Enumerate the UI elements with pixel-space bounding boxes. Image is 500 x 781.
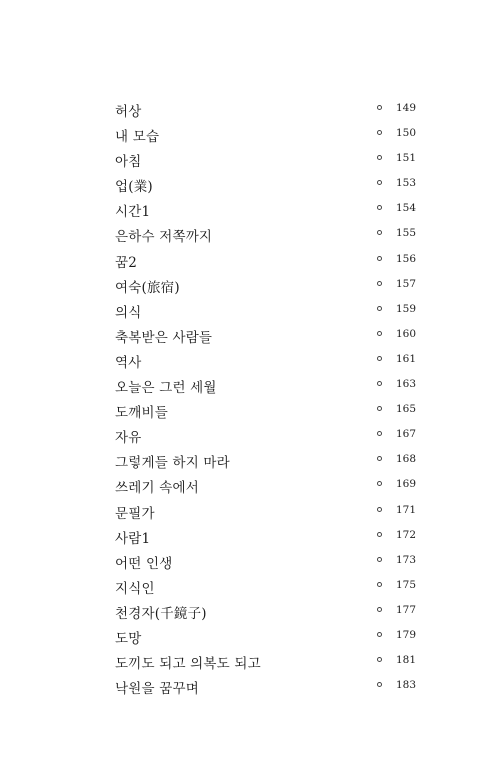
toc-entry-title: 지식인 bbox=[115, 580, 155, 597]
toc-entry-page-number: 177 bbox=[396, 603, 417, 616]
toc-entry bbox=[0, 198, 500, 223]
toc-entry bbox=[0, 625, 500, 650]
toc-entry-page-number: 163 bbox=[396, 378, 417, 391]
toc-entry-page-number: 156 bbox=[396, 252, 417, 265]
bullet-circle-icon bbox=[377, 256, 382, 261]
toc-entry bbox=[0, 274, 500, 299]
toc-entry-page-number: 153 bbox=[396, 177, 417, 190]
toc-entry-page-number: 181 bbox=[396, 654, 417, 667]
toc-entry-page-number: 183 bbox=[396, 679, 417, 692]
toc-entry bbox=[0, 424, 500, 449]
toc-entry-title: 꿈2 bbox=[115, 254, 138, 271]
bullet-circle-icon bbox=[377, 155, 382, 160]
toc-entry-title: 은하수 저쪽까지 bbox=[115, 229, 213, 246]
toc-entry bbox=[0, 249, 500, 274]
toc-entry-title: 도망 bbox=[115, 630, 142, 647]
bullet-circle-icon bbox=[377, 632, 382, 637]
toc-entry-page-number: 179 bbox=[396, 628, 417, 641]
bullet-circle-icon bbox=[377, 281, 382, 286]
bullet-circle-icon bbox=[377, 532, 382, 537]
bullet-circle-icon bbox=[377, 582, 382, 587]
table-of-contents bbox=[0, 98, 500, 700]
toc-entry bbox=[0, 98, 500, 123]
toc-entry-title: 그렇게들 하지 마라 bbox=[115, 455, 230, 472]
toc-entry-title: 역사 bbox=[115, 354, 142, 371]
toc-entry-title: 여숙(旅宿) bbox=[115, 279, 180, 296]
toc-entry bbox=[0, 223, 500, 248]
toc-entry-title: 천경자(千鏡子) bbox=[115, 605, 207, 622]
toc-entry-page-number: 151 bbox=[396, 152, 417, 165]
toc-entry-page-number: 150 bbox=[396, 127, 417, 140]
bullet-circle-icon bbox=[377, 456, 382, 461]
bullet-circle-icon bbox=[377, 230, 382, 235]
toc-entry-page-number: 160 bbox=[396, 327, 417, 340]
toc-entry-title: 축복받은 사람들 bbox=[115, 329, 213, 346]
toc-entry-page-number: 167 bbox=[396, 428, 417, 441]
bullet-circle-icon bbox=[377, 481, 382, 486]
toc-entry-page-number: 175 bbox=[396, 578, 417, 591]
bullet-circle-icon bbox=[377, 406, 382, 411]
bullet-circle-icon bbox=[377, 356, 382, 361]
bullet-circle-icon bbox=[377, 607, 382, 612]
toc-entry-page-number: 173 bbox=[396, 553, 417, 566]
bullet-circle-icon bbox=[377, 557, 382, 562]
bullet-circle-icon bbox=[377, 180, 382, 185]
toc-entry bbox=[0, 399, 500, 424]
bullet-circle-icon bbox=[377, 657, 382, 662]
toc-entry bbox=[0, 449, 500, 474]
toc-entry-title: 쓰레기 속에서 bbox=[115, 480, 199, 497]
toc-entry bbox=[0, 324, 500, 349]
toc-entry-page-number: 172 bbox=[396, 528, 417, 541]
bullet-circle-icon bbox=[377, 381, 382, 386]
bullet-circle-icon bbox=[377, 205, 382, 210]
toc-entry-title: 사람1 bbox=[115, 530, 151, 547]
toc-entry-page-number: 161 bbox=[396, 352, 417, 365]
toc-entry-page-number: 169 bbox=[396, 478, 417, 491]
toc-entry-title: 내 모습 bbox=[115, 129, 160, 146]
toc-entry-page-number: 171 bbox=[396, 503, 417, 516]
toc-entry bbox=[0, 675, 500, 700]
toc-entry-title: 오늘은 그런 세월 bbox=[115, 380, 217, 397]
bullet-circle-icon bbox=[377, 682, 382, 687]
bullet-circle-icon bbox=[377, 306, 382, 311]
toc-entry-page-number: 157 bbox=[396, 277, 417, 290]
toc-entry-page-number: 149 bbox=[396, 102, 417, 114]
toc-entry bbox=[0, 374, 500, 399]
toc-entry-page-number: 154 bbox=[396, 202, 417, 215]
toc-entry bbox=[0, 349, 500, 374]
toc-entry-title: 아침 bbox=[115, 154, 142, 171]
toc-entry-title: 도끼도 되고 의복도 되고 bbox=[115, 656, 261, 673]
toc-entry bbox=[0, 148, 500, 173]
toc-entry-page-number: 155 bbox=[396, 227, 417, 240]
toc-entry bbox=[0, 299, 500, 324]
toc-entry bbox=[0, 525, 500, 550]
toc-entry-title: 업(業) bbox=[115, 179, 153, 196]
toc-entry-title: 의식 bbox=[115, 304, 142, 321]
toc-entry-page-number: 168 bbox=[396, 453, 417, 466]
bullet-circle-icon bbox=[377, 431, 382, 436]
toc-entry bbox=[0, 600, 500, 625]
toc-entry-page-number: 159 bbox=[396, 302, 417, 315]
toc-entry bbox=[0, 173, 500, 198]
toc-entry bbox=[0, 575, 500, 600]
bullet-circle-icon bbox=[377, 507, 382, 512]
toc-entry-title: 낙원을 꿈꾸며 bbox=[115, 681, 199, 698]
toc-entry bbox=[0, 550, 500, 575]
bullet-circle-icon bbox=[377, 331, 382, 336]
toc-entry-title: 허상 bbox=[115, 104, 142, 120]
toc-entry bbox=[0, 500, 500, 525]
toc-entry-title: 도깨비들 bbox=[115, 405, 168, 422]
toc-entry-title: 문필가 bbox=[115, 505, 155, 522]
toc-entry-title: 어떤 인생 bbox=[115, 555, 173, 572]
toc-entry bbox=[0, 123, 500, 148]
toc-entry bbox=[0, 650, 500, 675]
toc-entry bbox=[0, 474, 500, 499]
toc-entry-title: 자유 bbox=[115, 430, 142, 447]
toc-entry-title: 시간1 bbox=[115, 204, 151, 221]
toc-entry-page-number: 165 bbox=[396, 403, 417, 416]
bullet-circle-icon bbox=[377, 130, 382, 135]
bullet-circle-icon bbox=[377, 105, 382, 110]
